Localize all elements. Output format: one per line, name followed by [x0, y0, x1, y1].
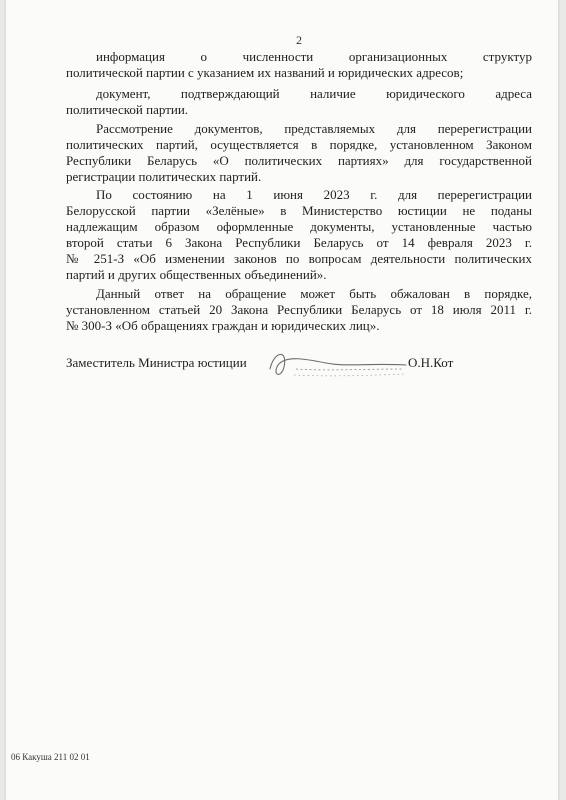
text-line: политической партии.: [66, 102, 189, 117]
page-number: 2: [296, 33, 302, 47]
text-line: надлежащим образом оформленные документы, установленные частью: [66, 219, 532, 234]
text-line: партий и других общественных объединений».: [66, 267, 327, 282]
text-line: По состоянию на 1 июня 2023 г. для перерегистрации: [96, 187, 532, 202]
text-line: № 251-З «Об изменении законов по вопросам деятельности политических: [66, 251, 532, 266]
signatory-title: Заместитель Министра юстиции: [66, 355, 247, 370]
paragraph-review-procedure: [66, 121, 532, 185]
paragraph-status-green-party: [66, 187, 532, 283]
text-line: документ, подтверждающий наличие юридического адреса: [96, 86, 532, 101]
text-line: Белорусской партии «Зелёные» в Министерство юстиции не поданы: [66, 203, 532, 218]
signature-block: [66, 353, 532, 383]
text-line: второй статьи 6 Закона Республики Беларусь от 14 февраля 2023 г.: [66, 235, 532, 250]
text-line: № 300-З «Об обращениях граждан и юридических лиц».: [66, 318, 380, 333]
text-line: Данный ответ на обращение может быть обжалован в порядке,: [96, 286, 532, 301]
text-line: политических партий, осуществляется в порядке, установленном Законом: [66, 137, 532, 152]
text-line: регистрации политических партий.: [66, 169, 262, 184]
footer-document-code: 06 Какуша 211 02 01: [11, 752, 90, 762]
paragraph-party-structures: [66, 49, 532, 81]
handwritten-signature: [266, 345, 416, 385]
text-line: Рассмотрение документов, представляемых для перерегистрации: [96, 121, 532, 136]
paragraph-appeal: [66, 286, 532, 334]
text-line: Республики Беларусь «О политических партиях» для государственной: [66, 153, 532, 168]
document-page: [6, 0, 558, 800]
paragraph-legal-address: [66, 86, 532, 118]
text-line: установленном статьей 20 Закона Республики Беларусь от 18 июля 2011 г.: [66, 302, 532, 317]
text-line: политической партии с указанием их названий и юридических адресов;: [66, 65, 464, 80]
signatory-name: О.Н.Кот: [408, 355, 454, 370]
text-line: информация о численности организационных структур: [96, 49, 532, 64]
